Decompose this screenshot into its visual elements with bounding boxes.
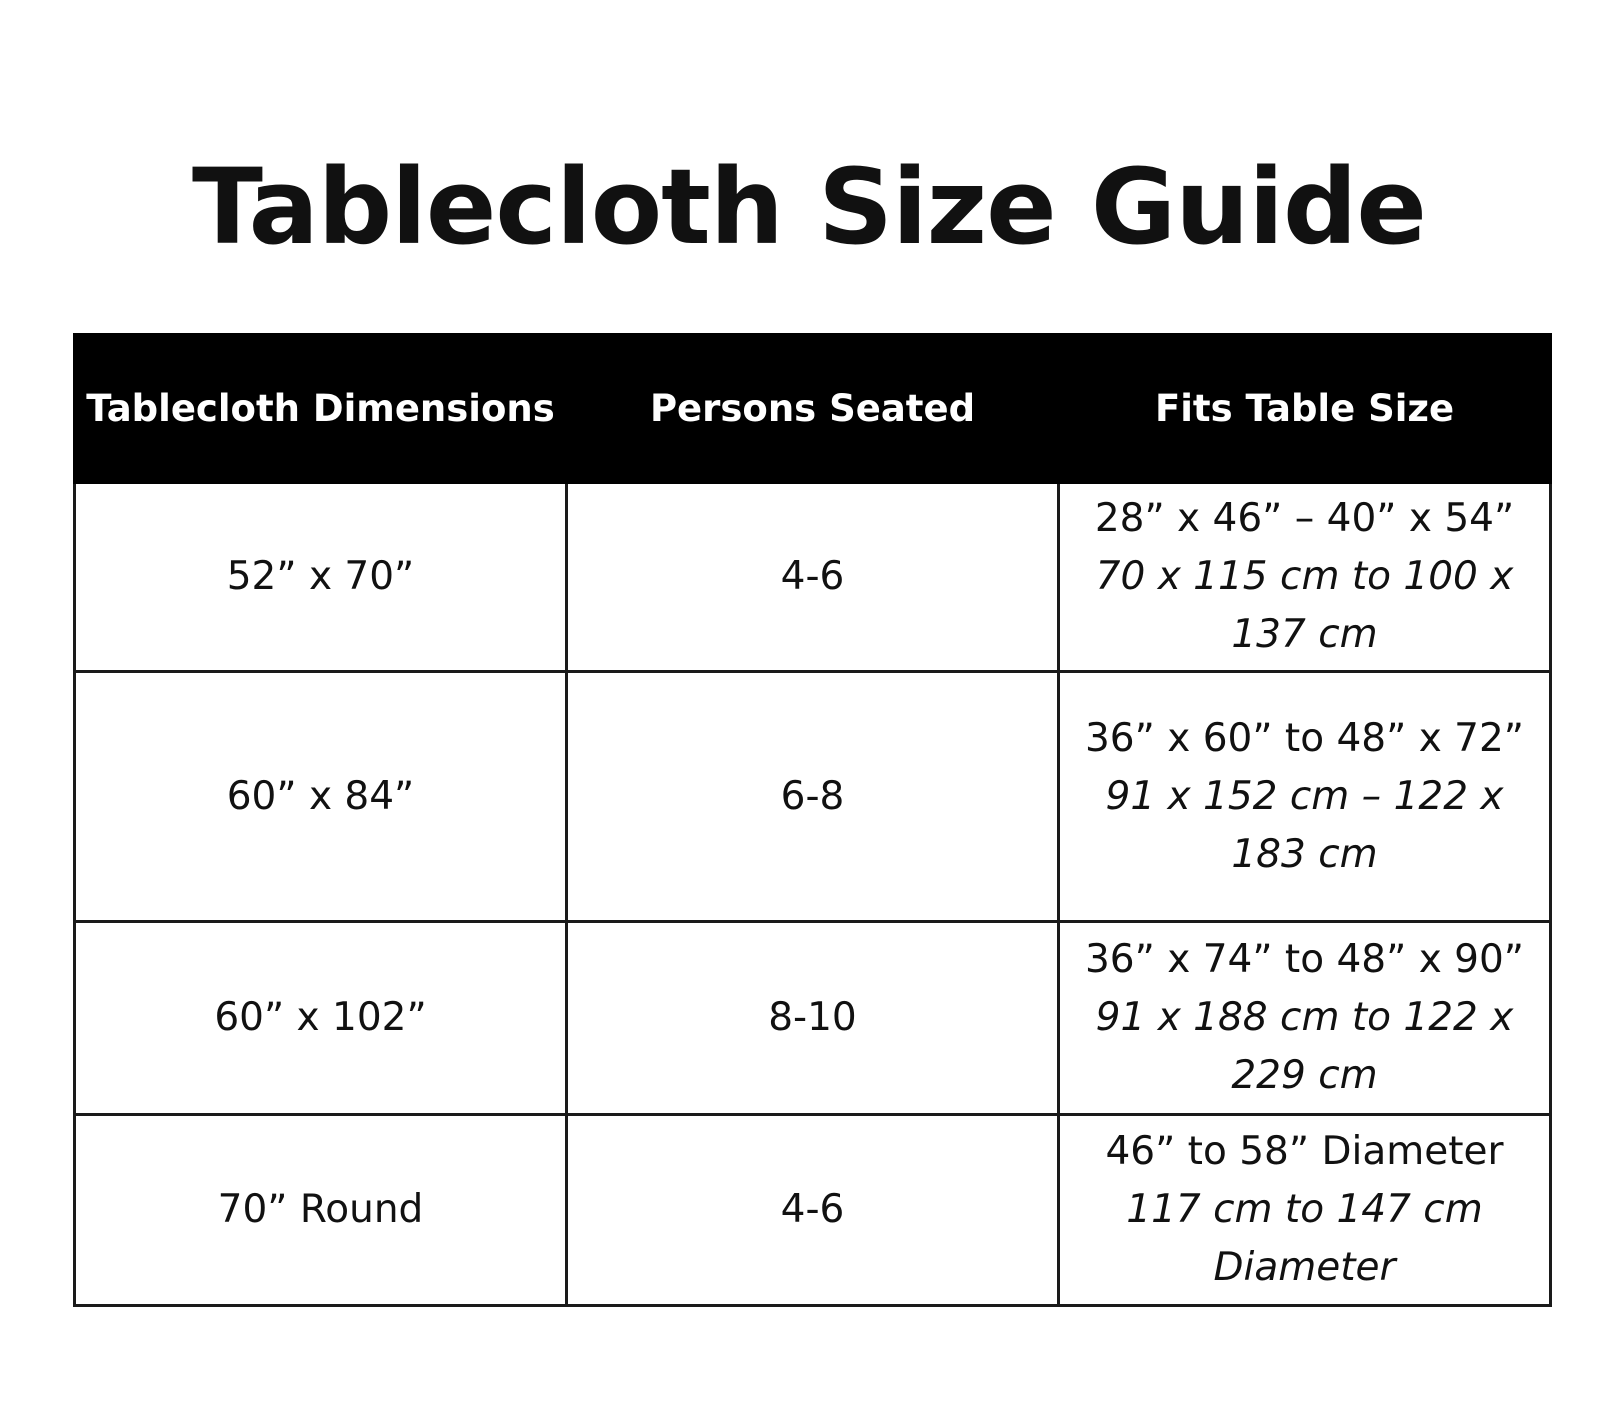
dimensions-cell: 60” x 84” <box>75 672 567 922</box>
table-header-row <box>75 335 1551 483</box>
table-row <box>75 1115 1551 1306</box>
fits-imperial: 46” to 58” Diameter <box>1105 1129 1504 1174</box>
fits-table-size-cell <box>1059 483 1551 672</box>
table-row <box>75 672 1551 922</box>
persons-seated-cell: 8-10 <box>567 922 1059 1115</box>
header-persons-seated: Persons Seated <box>567 335 1059 483</box>
table-row <box>75 922 1551 1115</box>
fits-metric: 117 cm to 147 cm Diameter <box>1126 1187 1483 1290</box>
fits-imperial: 36” x 60” to 48” x 72” <box>1084 715 1525 761</box>
persons-seated-cell: 4-6 <box>567 483 1059 672</box>
persons-seated-cell: 4-6 <box>567 1115 1059 1306</box>
fits-table-size-cell <box>1059 1115 1551 1306</box>
size-guide-table <box>73 333 1552 1307</box>
header-tablecloth-dimensions: Tablecloth Dimensions <box>75 335 567 483</box>
dimensions-cell: 52” x 70” <box>75 483 567 672</box>
dimensions-cell: 70” Round <box>75 1115 567 1306</box>
fits-metric: 91 x 152 cm – 122 x 183 cm <box>1105 773 1504 877</box>
fits-metric: 91 x 188 cm to 122 x 229 cm <box>1095 995 1514 1098</box>
page-title: Tablecloth Size Guide <box>192 146 1426 268</box>
header-fits-table-size: Fits Table Size <box>1059 335 1551 483</box>
fits-table-size-cell <box>1059 672 1551 922</box>
fits-imperial: 28” x 46” – 40” x 54” <box>1094 496 1515 541</box>
fits-metric: 70 x 115 cm to 100 x 137 cm <box>1095 554 1514 657</box>
persons-seated-cell: 6-8 <box>567 672 1059 922</box>
table-row <box>75 483 1551 672</box>
dimensions-cell: 60” x 102” <box>75 922 567 1115</box>
fits-imperial: 36” x 74” to 48” x 90” <box>1084 937 1525 982</box>
fits-table-size-cell <box>1059 922 1551 1115</box>
